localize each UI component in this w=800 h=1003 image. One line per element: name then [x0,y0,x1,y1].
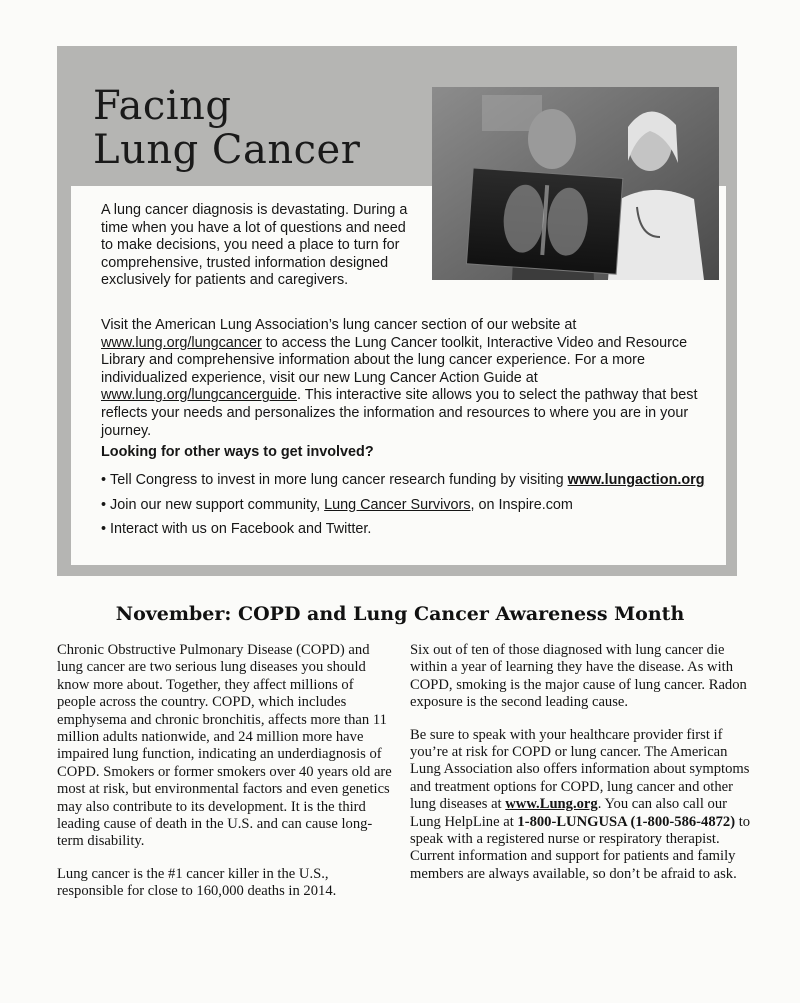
left-paragraph-1: Chronic Obstructive Pulmonary Disease (COPD) and lung cancer are two serious lung diseases you should know more about. Together, they affect millions of people across the country. COPD, which includes emphysema and chronic bronchitis, affects more than 11 million adults nationwide, and 24 million more have impaired lung function, indicating an underdiagnosis of COPD. Smokers or former smokers over 40 years old are most at risk, but environmental factors and even genetics may also contribute to its development. It is the third leading cause of death in the U.S. and can cause long-term disability. [57,642,392,850]
lungcancer-link[interactable]: www.lung.org/lungcancer [101,334,262,351]
photo-illustration [432,87,719,280]
lungcancerguide-link[interactable]: www.lung.org/lungcancerguide [101,387,297,404]
item2-suffix: , on Inspire.com [470,496,573,513]
awareness-title: November: COPD and Lung Cancer Awareness Month [115,603,685,625]
page-title [93,84,360,172]
item2-text: Join our new support community, [110,496,325,513]
list-item [101,517,721,542]
title-line-2: Lung Cancer [93,127,361,173]
list-item [101,468,721,493]
title-line-1: Facing [93,83,232,129]
visit-text-1: Visit the American Lung Association’s lung cancer section of our website at [101,317,577,333]
item1-text: Tell Congress to invest in more lung cancer research funding by visiting [110,472,568,488]
right-p2-text-2: . You can also call our Lung HelpLine at [410,796,728,830]
right-p2-text-3: to speak with a registered nurse or respiratory therapist. Current information and support for patients and family members are always available, so don’t be afraid to ask. [410,813,751,882]
visit-text-3: . This interactive site allows you to select the pathway that best reflects your needs and personalizes the information and resources to where you are in your journey. [101,387,698,439]
visit-text-2: to access the Lung Cancer toolkit, Interactive Video and Resource Library and comprehensive information about the lung cancer experience. For a more individualized experience, visit our new Lung Cancer Action Guide at [101,334,688,386]
involve-heading: Looking for other ways to get involved? [101,444,374,460]
left-paragraph-2: Lung cancer is the #1 cancer killer in the U.S., responsible for close to 160,000 deaths in 2014. [57,865,337,900]
helpline-phone[interactable]: 1-800-LUNGUSA (1-800-586-4872) [517,813,736,830]
right-p2-text-1: Be sure to speak with your healthcare provider first if you’re at risk for COPD or lung cancer. The American Lung Association also offers information about symptoms and treatment options for COPD, lung cancer and other lung diseases at [410,726,750,813]
intro-paragraph: A lung cancer diagnosis is devastating. During a time when you have a lot of questions and need to make decisions, you need a place to turn for comprehensive, trusted information designed exclusively for patients and caregivers. [101,202,408,289]
awareness-left-column [57,642,395,916]
involve-list [101,468,721,542]
item3-text: Interact with us on Facebook and Twitter. [110,521,372,537]
lung-org-link[interactable]: www.Lung.org [505,796,598,813]
visit-paragraph [101,317,721,440]
awareness-right-column [410,642,755,898]
doctor-patient-xray-photo [432,87,719,280]
right-paragraph-2 [410,727,755,884]
right-paragraph-1: Six out of ten of those diagnosed with lung cancer die within a year of learning they have the disease. As with COPD, smoking is the major cause of lung cancer. Radon exposure is the second leading cause. [410,642,747,711]
lungaction-link[interactable]: www.lungaction.org [567,472,705,488]
list-item [101,493,721,518]
lung-cancer-survivors-link[interactable]: Lung Cancer Survivors [324,496,471,513]
